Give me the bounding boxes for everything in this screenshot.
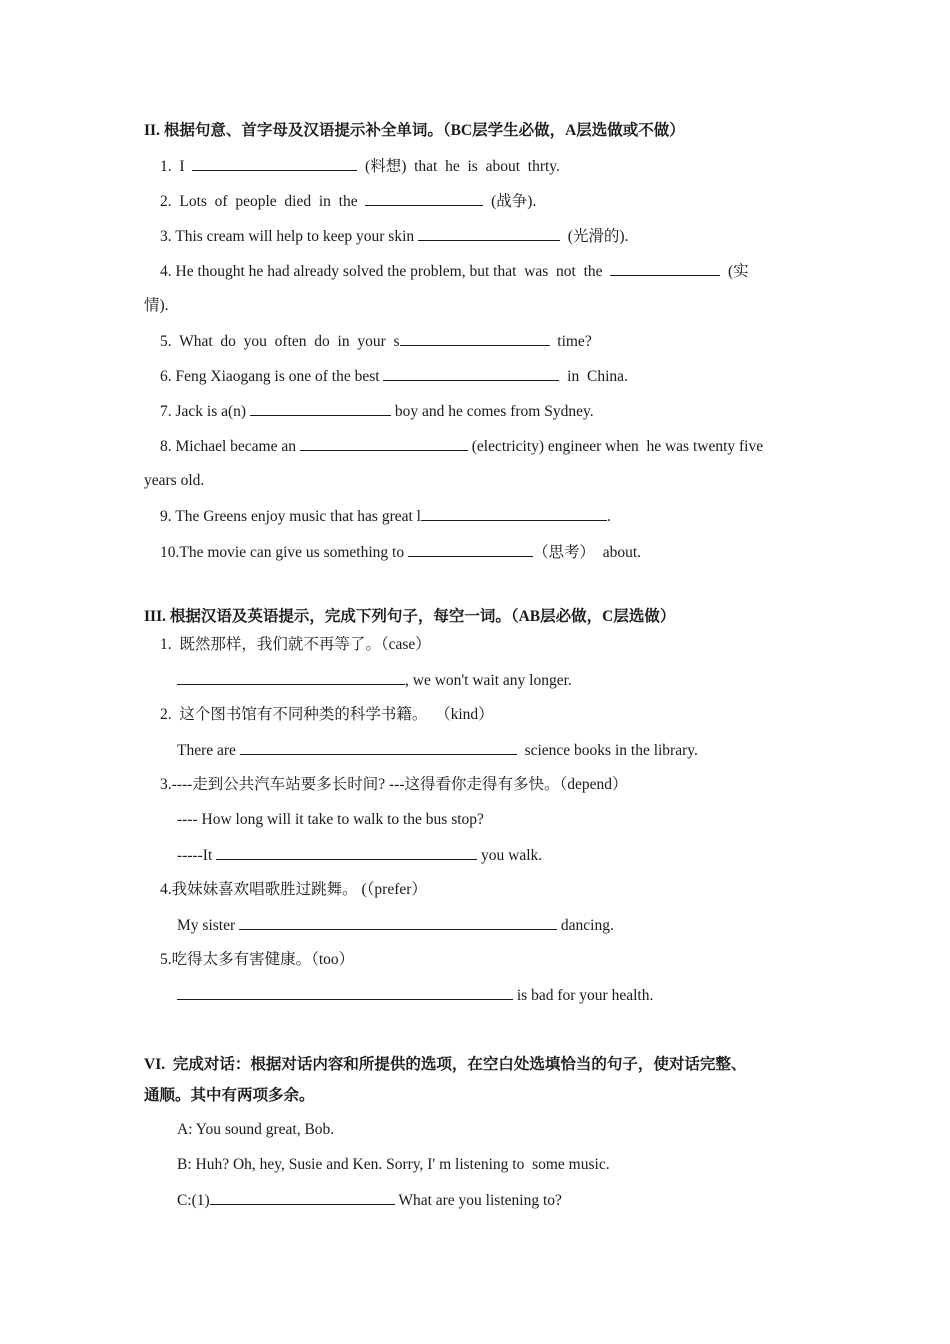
s3-q2-answer: There are science books in the library.: [177, 742, 698, 759]
answer-blank[interactable]: [192, 156, 357, 171]
s3-q3-answer: -----It you walk.: [177, 847, 543, 864]
s2-item-9: 9. The Greens enjoy music that has great l .: [160, 508, 611, 525]
s2-item-2: 2. Lots of people died in the (战争).: [160, 193, 537, 210]
answer-blank[interactable]: [408, 542, 533, 557]
s3-q1-prompt: 1. 既然那样，我们就不再等了。（case）: [160, 636, 431, 653]
dialogue-line-a: A: You sound great, Bob.: [177, 1121, 335, 1138]
section-3-heading: III. 根据汉语及英语提示，完成下列句子，每空一词。（AB层必做，C层选做）: [144, 608, 676, 625]
answer-blank[interactable]: [421, 506, 607, 521]
dialogue-line-c: C:(1) What are you listening to?: [177, 1192, 562, 1209]
answer-blank[interactable]: [418, 226, 560, 241]
s2-item-4-cont: 情).: [144, 297, 169, 314]
s2-item-4: 4. He thought he had already solved the problem, but that was not the (实: [160, 263, 749, 280]
s2-item-8-cont: years old.: [144, 472, 205, 489]
answer-blank[interactable]: [250, 401, 391, 416]
s2-item-8: 8. Michael became an (electricity) engineer when he was twenty five: [160, 438, 764, 455]
s2-item-3: 3. This cream will help to keep your skin (光滑的).: [160, 228, 629, 245]
s2-item-5: 5. What do you often do in your s time?: [160, 333, 592, 350]
section-6-heading: VI. 完成对话：根据对话内容和所提供的选项，在空白处选填恰当的句子，使对话完整、: [144, 1056, 747, 1073]
answer-blank[interactable]: [383, 366, 559, 381]
s3-q5-answer: is bad for your health.: [0, 985, 950, 1006]
s3-q5-prompt: 5.吃得太多有害健康。（too）: [160, 951, 355, 968]
answer-blank[interactable]: [240, 740, 517, 755]
answer-blank[interactable]: [365, 191, 483, 206]
s2-item-10: 10.The movie can give us something to （思考） about.: [160, 544, 642, 561]
dialogue-line-b: B: Huh? Oh, hey, Susie and Ken. Sorry, I' m listening to some music.: [177, 1156, 610, 1173]
s3-q4-prompt: 4.我妹妹喜欢唱歌胜过跳舞。 (（prefer）: [160, 881, 427, 898]
s3-q3-line1: ---- How long will it take to walk to the bus stop?: [177, 811, 484, 828]
answer-blank[interactable]: [177, 985, 513, 1000]
s3-q3-prompt: 3.----走到公共汽车站要多长时间? ---这得看你走得有多快。（depend）: [160, 776, 628, 793]
answer-blank[interactable]: [239, 915, 557, 930]
answer-blank[interactable]: [177, 670, 405, 685]
s3-q2-prompt: 2. 这个图书馆有不同种类的科学书籍。 （kind）: [160, 706, 494, 723]
answer-blank[interactable]: [400, 331, 550, 346]
s3-q1-answer: , we won't wait any longer.: [0, 670, 950, 691]
answer-blank[interactable]: [216, 845, 477, 860]
s2-item-6: 6. Feng Xiaogang is one of the best in China.: [160, 368, 628, 385]
answer-blank[interactable]: [300, 436, 468, 451]
section-2-heading: II. 根据句意、首字母及汉语提示补全单词。（BC层学生必做，A层选做或不做）: [144, 122, 685, 139]
answer-blank[interactable]: [610, 261, 720, 276]
s3-q4-answer: My sister dancing.: [177, 917, 614, 934]
section-6-heading-cont: 通顺。其中有两项多余。: [144, 1087, 315, 1104]
answer-blank[interactable]: [210, 1190, 395, 1205]
s2-item-1: 1. I (料想) that he is about thrty.: [160, 158, 560, 175]
s2-item-7: 7. Jack is a(n) boy and he comes from Sydney.: [160, 403, 594, 420]
